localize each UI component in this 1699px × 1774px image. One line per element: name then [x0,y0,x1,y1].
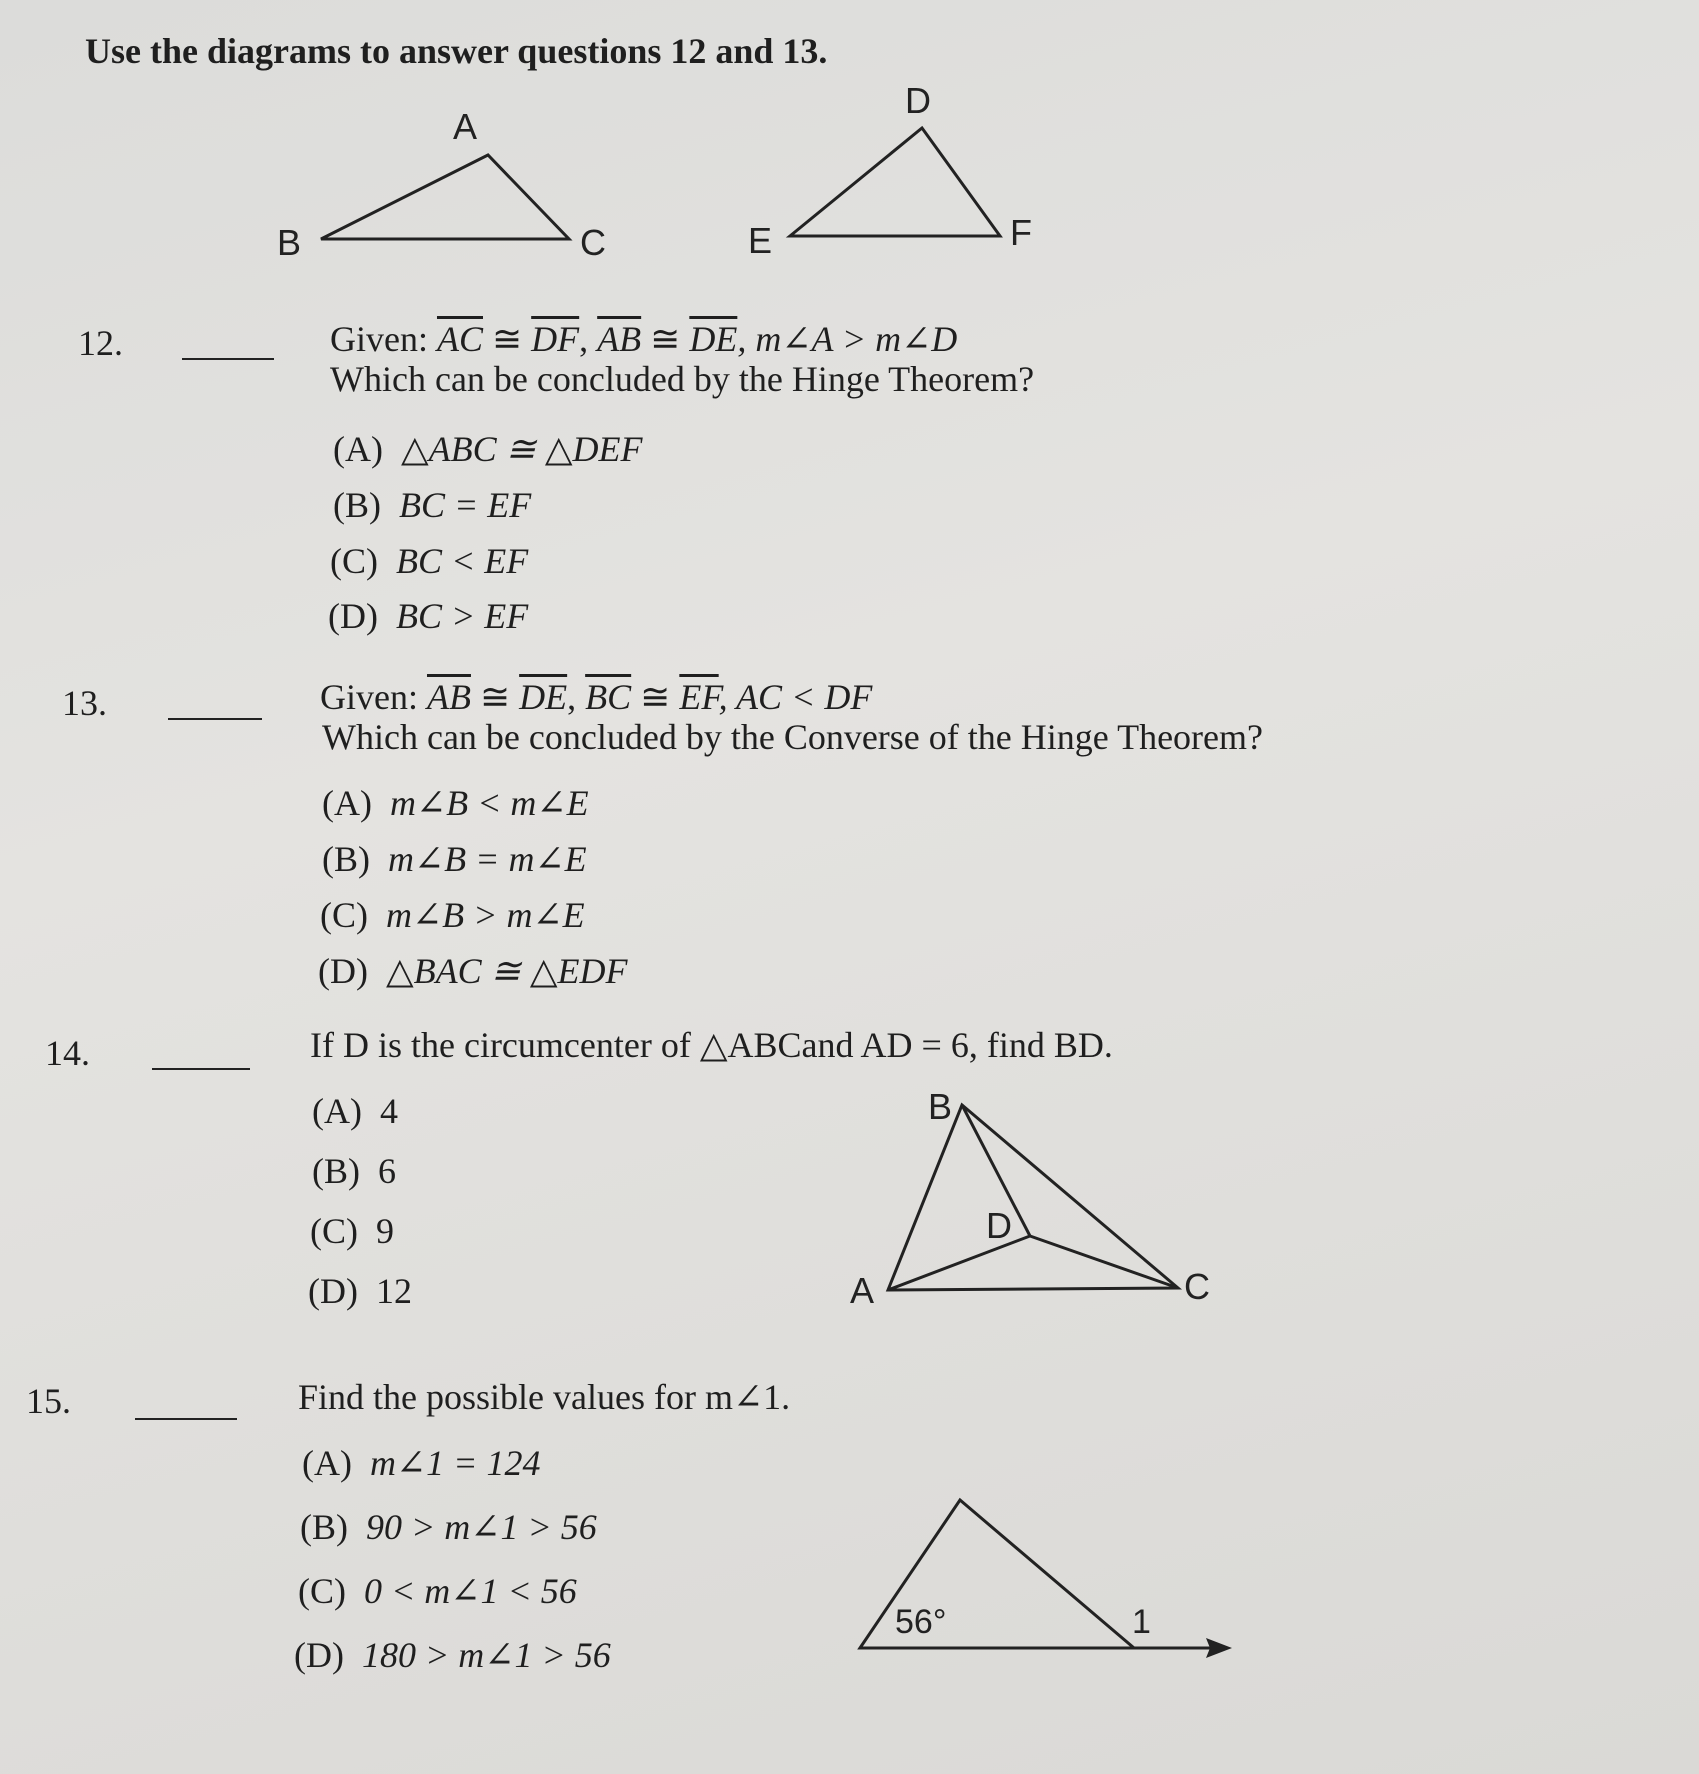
q12-seg-de: $\overline{DE}$ [689,319,738,359]
q15-question: Find the possible values for m∠1. [298,1377,791,1417]
q12-seg-ab: $\overline{AB}$ [597,319,642,359]
q13-number: 13. [62,683,107,723]
q15-angle-label: 56° [895,1603,947,1641]
q15-choice-b[interactable]: (B) 90 > m∠1 > 56 [300,1507,597,1547]
q15-choice-d[interactable]: (D) 180 > m∠1 > 56 [294,1635,611,1675]
q14-label-b: B [928,1086,953,1127]
q14-label-c: C [1184,1266,1210,1307]
q13-choice-c[interactable]: (C) m∠B > m∠E [320,895,585,935]
q12-given-prefix: Given: [330,319,428,359]
q13-cong-1: ≅ [479,677,511,717]
q12-choice-d[interactable]: (D) BC > EF [328,596,529,636]
q15-choice-a[interactable]: (A) m∠1 = 124 [302,1443,541,1483]
q14-choice-d[interactable]: (D) 12 [308,1271,412,1311]
q13-seg-ab: $\overline{AB}$ [426,677,471,717]
q13-sep: , [567,677,577,717]
q12-choice-a[interactable]: (A) △ABC ≅ △DEF [333,429,643,469]
q14-label-a: A [850,1270,875,1311]
q12-cong-2: ≅ [650,319,681,359]
q13-cong-2: ≅ [640,677,671,717]
label-f: F [1010,212,1032,253]
q12-choice-b[interactable]: (B) BC = EF [333,485,532,525]
label-a: A [453,106,478,147]
q13-choice-a[interactable]: (A) m∠B < m∠E [322,783,589,823]
label-e: E [748,220,773,261]
q12-question: Which can be concluded by the Hinge Theorem? [330,359,1035,399]
q13-seg-ef: $\overline{EF}$ [679,677,719,717]
q12-seg-ac: $\overline{AC}$ [436,319,483,359]
q14-choice-c[interactable]: (C) 9 [310,1211,394,1251]
q15-choice-c[interactable]: (C) 0 < m∠1 < 56 [298,1571,577,1611]
q14-number: 14. [45,1033,90,1073]
page-title: Use the diagrams to answer questions 12 and 13. [85,31,828,71]
q12-choice-c[interactable]: (C) BC < EF [330,541,529,581]
q12-cong-1: ≅ [492,319,523,359]
q14-label-d: D [986,1205,1012,1246]
label-d: D [905,80,931,121]
label-b: B [277,222,302,263]
q12-angle-relation: , m∠A > m∠D [737,319,958,359]
q13-seg-bc: $\overline{BC}$ [585,677,632,717]
q12-seg-df: $\overline{DF}$ [531,319,580,359]
q15-exterior-label: 1 [1132,1603,1151,1641]
q13-question: Which can be concluded by the Converse of the Hinge Theorem? [322,717,1263,757]
q13-given-prefix: Given: [320,677,418,717]
q14-question: If D is the circumcenter of △ABCand AD = 6, find BD. [310,1025,1113,1065]
q13-choice-b[interactable]: (B) m∠B = m∠E [322,839,587,879]
q14-choice-b[interactable]: (B) 6 [312,1151,396,1191]
q13-choice-d[interactable]: (D) △BAC ≅ △EDF [318,951,628,991]
q12-number: 12. [78,323,123,363]
q12-sep: , [579,319,589,359]
label-c: C [580,222,606,263]
q13-seg-de: $\overline{DE}$ [519,677,568,717]
q13-side-relation: , AC < DF [718,677,873,717]
q15-number: 15. [26,1381,71,1421]
q14-choice-a[interactable]: (A) 4 [312,1091,398,1131]
